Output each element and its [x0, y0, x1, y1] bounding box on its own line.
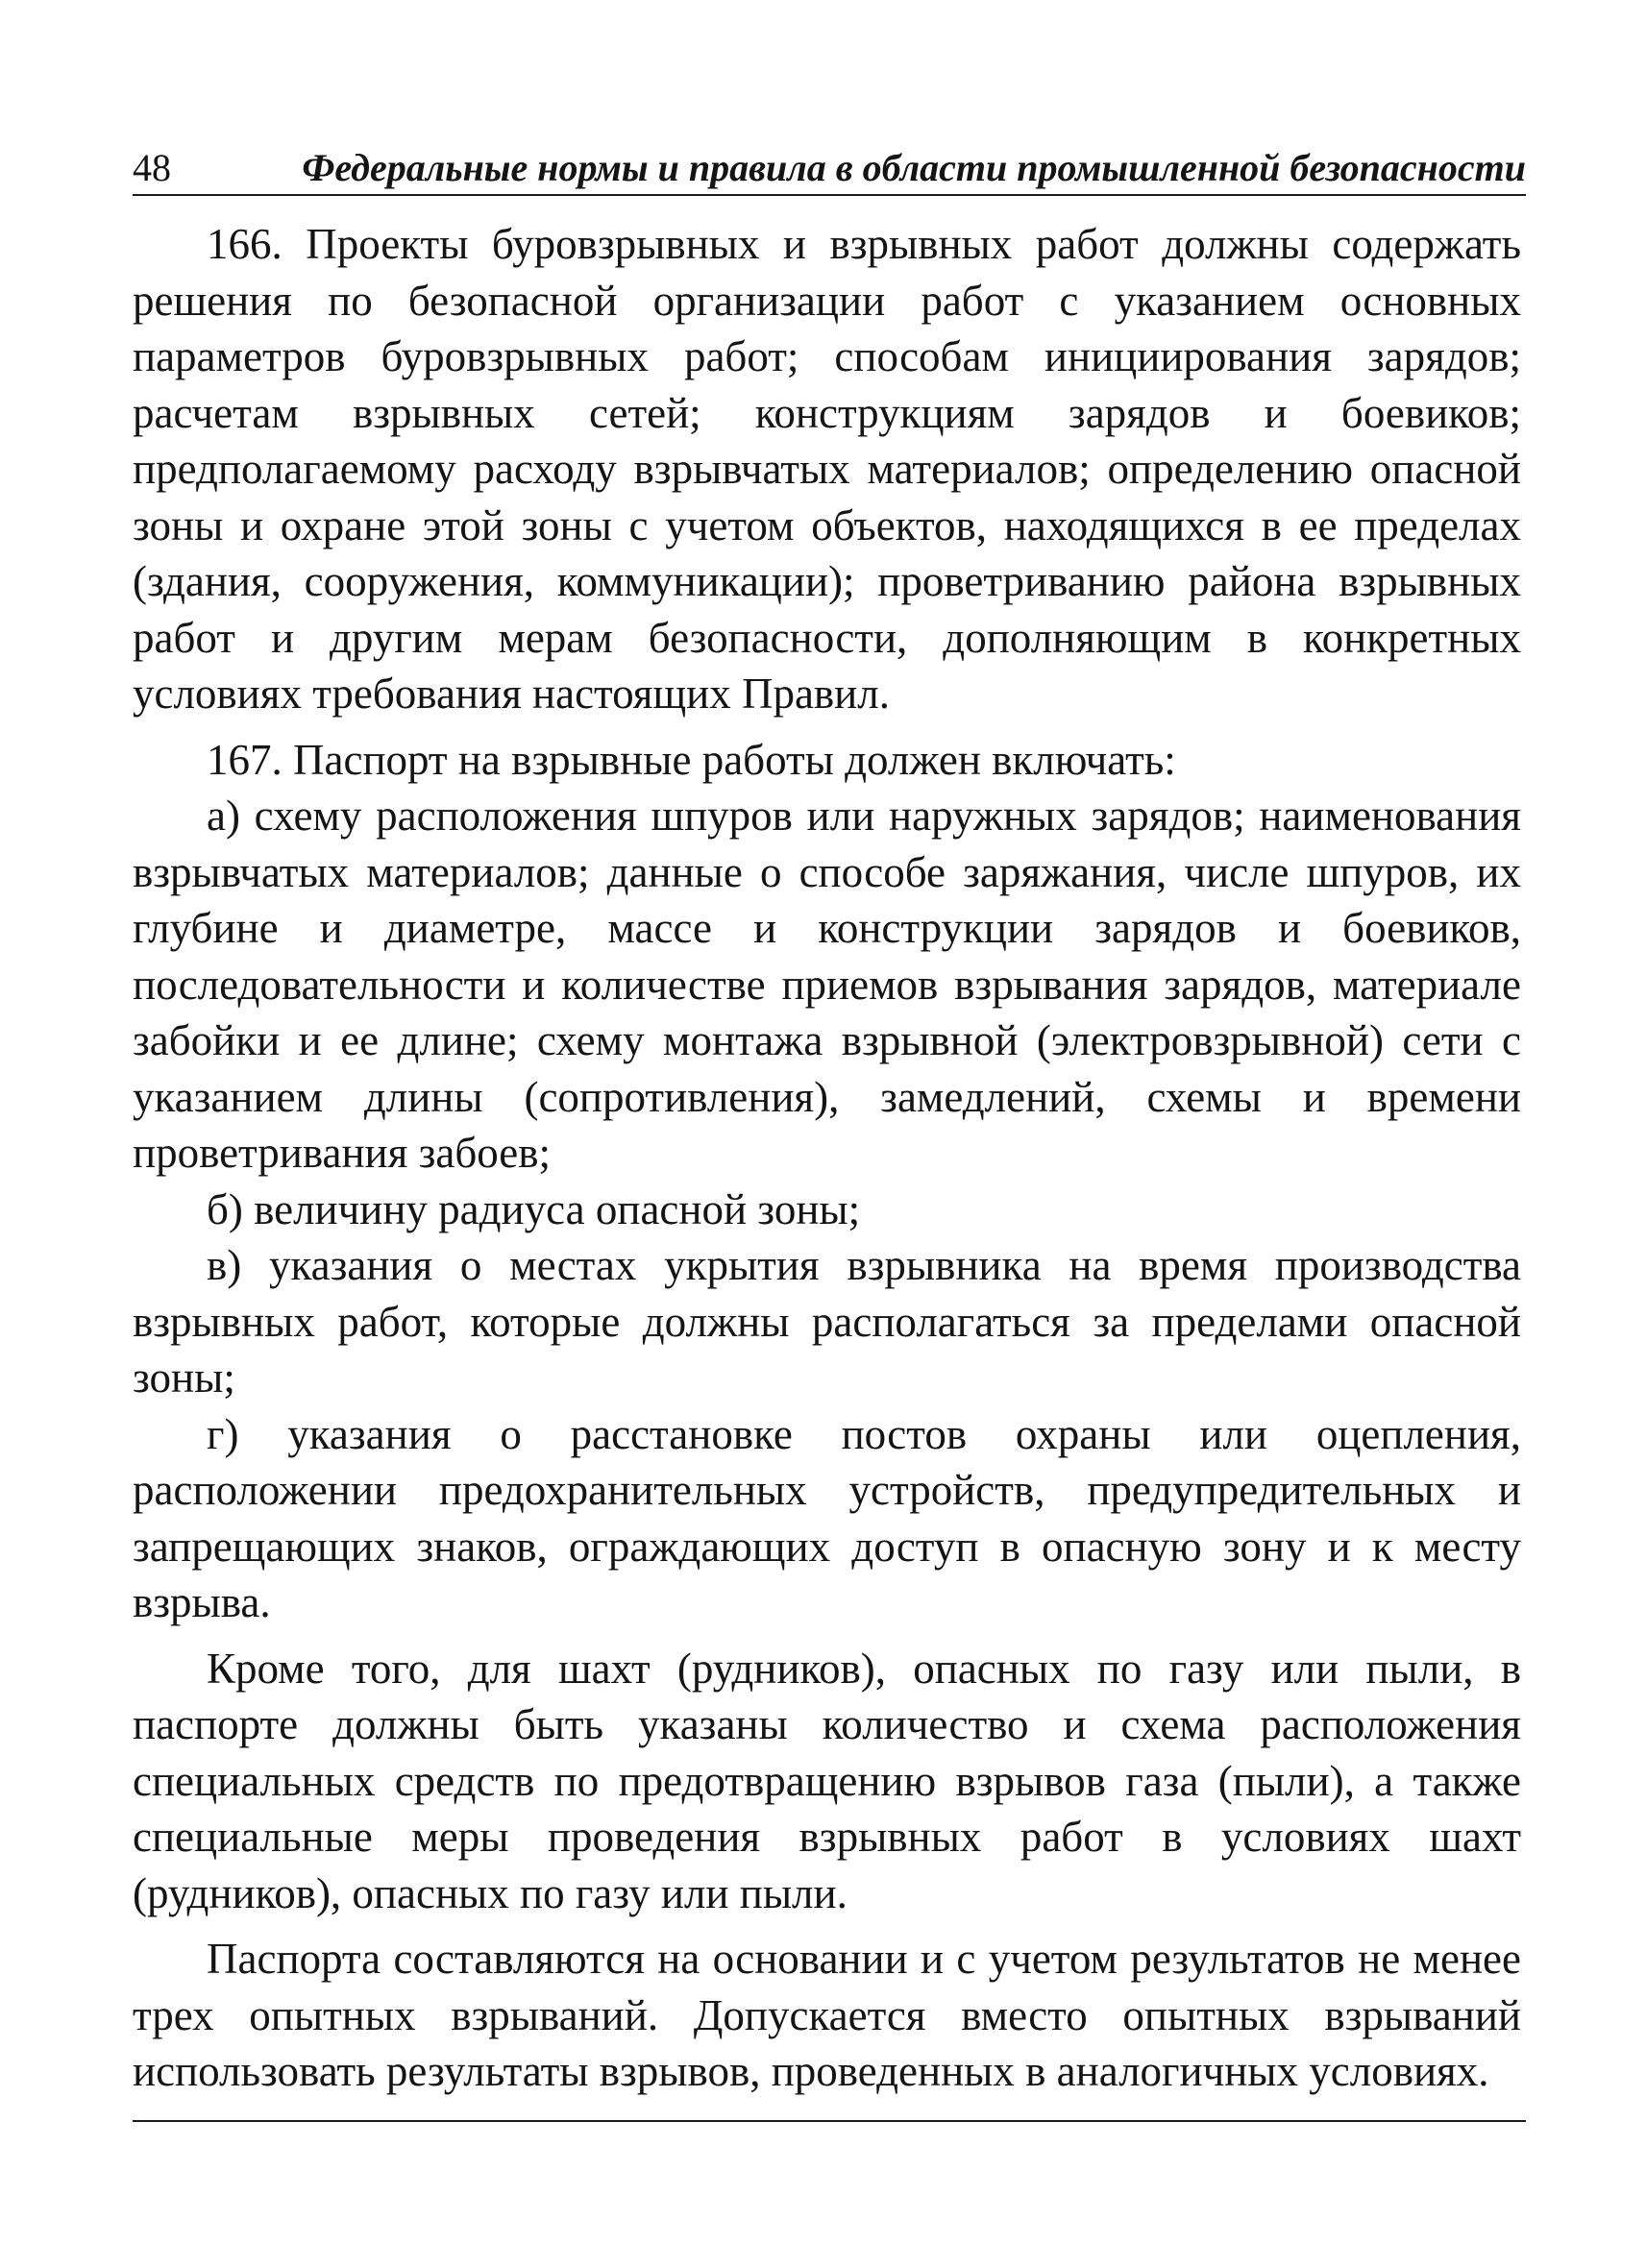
paragraph-mines-note: Кроме того, для шахт (рудников), опасных по газу или пыли, в паспорте должны быть указаны количество и схема расположения специальных средств по предотвращению взрывов газа (пыли), а также специальные меры проведения взрывных работ в условиях шахт (рудников), опасных по газу или пыли. [133, 1644, 1521, 1917]
footer-divider [133, 2120, 1526, 2122]
paragraph-167: 167. Паспорт на взрывные работы должен включать: [207, 735, 1176, 784]
running-title: Федеральные нормы и правила в области промышленной безопасности [302, 146, 1526, 189]
list-item-b: б) величину радиуса опасной зоны; [207, 1184, 861, 1233]
body-text [133, 216, 1521, 2100]
list-item-g: г) указания о расстановке постов охраны или оцепления, расположении предохранительных устройств, предупредительных и запрещающих знаков, ограждающих доступ в опасную зону и к месту взрыва. [133, 1409, 1521, 1626]
page-header [133, 144, 1526, 196]
paragraph-passports-note: Паспорта составляются на основании и с учетом результатов не менее трех опытных взрываний. Допускается вместо опытных взрываний использовать результаты взрывов, проведенных в аналогичных условиях. [133, 1935, 1521, 2095]
paragraph-166: 166. Проекты буровзрывных и взрывных работ должны содержать решения по безопасной организации работ с указанием основных параметров буровзрывных работ; способам инициирования зарядов; расчетам взрывных сетей; конструкциям зарядов и боевиков; предполагаемому расходу взрывчатых материалов; определению опасной зоны и охране этой зоны с учетом объектов, находящихся в ее пределах (здания, сооружения, коммуникации); проветриванию района взрывных работ и другим мерам безопасности, дополняющим в конкретных условиях требования настоящих Правил. [133, 220, 1521, 718]
list-item-a: а) схему расположения шпуров или наружных зарядов; наименования взрывчатых материалов; данные о способе заряжания, числе шпуров, их глубине и диаметре, массе и конструкции зарядов и боевиков, последовательности и количестве приемов взрывания зарядов, материале забойки и ее длине; схему монтажа взрывной (электровзрывной) сети с указанием длины (сопротивления), замедлений, схемы и времени проветривания забоев; [133, 792, 1521, 1177]
list-item-v: в) указания о местах укрытия взрывника на время производства взрывных работ, которые должны располагаться за пределами опасной зоны; [133, 1241, 1521, 1402]
page-number: 48 [133, 146, 171, 189]
